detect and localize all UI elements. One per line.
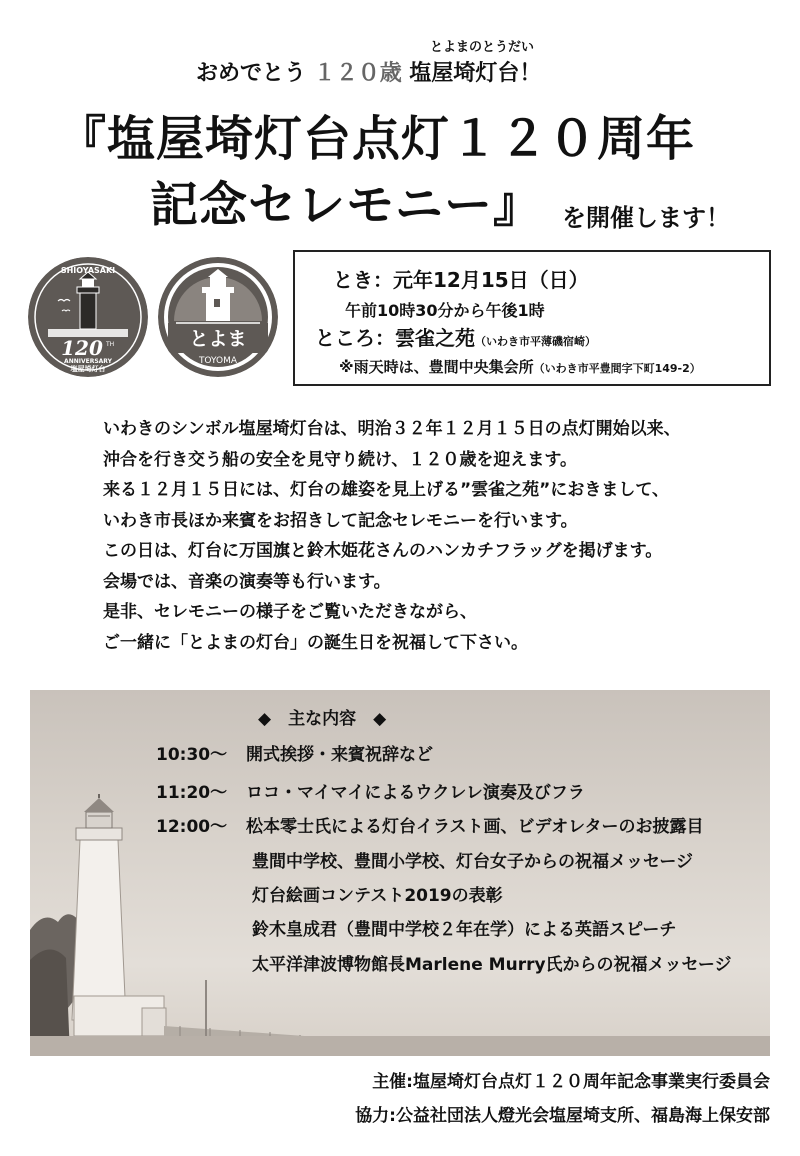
main-title-line2: 記念セレモニー』 [150, 177, 543, 233]
program-time: 12:00～ [156, 817, 228, 837]
anniversary-logo-art [28, 257, 148, 377]
body-line: 会場では、音楽の演奏等も行います。 [103, 571, 391, 592]
program-item: 鈴木皇成君（豊間中学校２年在学）による英語スピーチ [252, 920, 677, 940]
body-line: 来る１２月１５日には、灯台の雄姿を見上げる”雲雀之苑”におきまして、 [103, 480, 670, 500]
program-heading: ◆ 主な内容 ◆ [258, 709, 387, 729]
event-date: とき：元年12月15日（日） [333, 268, 589, 292]
body-line: ご一緒に「とよまの灯台」の誕生日を祝福して下さい。 [103, 632, 528, 653]
program-time: 11:20～ [156, 783, 228, 803]
anniversary-logo-th: TH [106, 341, 115, 348]
program-item: ロコ・マイマイによるウクレレ演奏及びフラ [246, 783, 585, 803]
toyoma-logo-jp: とよま [189, 328, 247, 350]
program-panel [30, 690, 770, 1056]
cooperation-credit: 協力:公益社団法人燈光会塩屋埼支所、福島海上保安部 [355, 1106, 770, 1126]
event-rain-venue-address: （いわき市平豊間字下町149-2） [533, 362, 701, 375]
program-item: 松本零士氏による灯台イラスト画、ビデオレターのお披露目 [246, 817, 704, 837]
pre-title-prefix: おめでとう [196, 61, 307, 86]
anniversary-logo [28, 257, 148, 377]
anniversary-logo-top: SHIOYASAKI [60, 266, 116, 275]
body-line: 是非、セレモニーの様子をご覧いただきながら、 [103, 602, 477, 622]
header-ruby: とよまのとうだい [430, 40, 535, 55]
pre-title-age: １２０歳 [313, 61, 402, 86]
toyoma-logo-art [158, 257, 278, 377]
pre-title [196, 56, 541, 87]
event-place-address: （いわき市平薄磯宿崎） [475, 335, 596, 348]
event-time: 午前10時30分から午後1時 [345, 301, 545, 320]
program-item: 太平洋津波博物館長Marlene Murry氏からの祝福メッセージ [252, 955, 732, 975]
program-item: 開式挨拶・来賓祝辞など [246, 745, 433, 765]
body-text [103, 414, 743, 658]
program-time: 10:30～ [156, 745, 228, 765]
body-line: いわき市長ほか来賓をお招きして記念セレモニーを行います。 [103, 510, 578, 531]
body-line: この日は、灯台に万国旗と鈴木姫花さんのハンカチフラッグを掲げます。 [103, 541, 663, 561]
main-title-suffix: を開催します！ [562, 204, 730, 232]
event-place [315, 322, 596, 351]
program-item: 豊間中学校、豊間小学校、灯台女子からの祝福メッセージ [252, 852, 693, 872]
main-title-line1: 『塩屋埼灯台点灯１２０周年 [58, 111, 696, 167]
anniversary-logo-word: ANNIVERSARY [64, 358, 112, 365]
body-line: 沖合を行き交う船の安全を見守り続け、１２０歳を迎えます。 [103, 449, 577, 470]
event-place-name: ところ：雲雀之苑 [315, 326, 475, 350]
organizer-credit: 主催:塩屋埼灯台点灯１２０周年記念事業実行委員会 [372, 1072, 770, 1092]
pre-title-suffix: 塩屋埼灯台！ [409, 61, 542, 86]
toyoma-logo [158, 257, 278, 377]
event-info-box [293, 250, 771, 386]
anniversary-logo-name: 塩屋埼灯台 [70, 365, 106, 373]
program-item: 灯台絵画コンテスト2019の表彰 [252, 886, 503, 906]
event-rain-venue [339, 356, 701, 377]
event-rain-venue-name: ※雨天時は、豊間中央集会所 [339, 358, 534, 376]
anniversary-logo-number: 120 [61, 336, 103, 360]
body-line: いわきのシンボル塩屋埼灯台は、明治３２年１２月１５日の点灯開始以来、 [103, 419, 681, 439]
toyoma-logo-en: TOYOMA [198, 356, 238, 366]
